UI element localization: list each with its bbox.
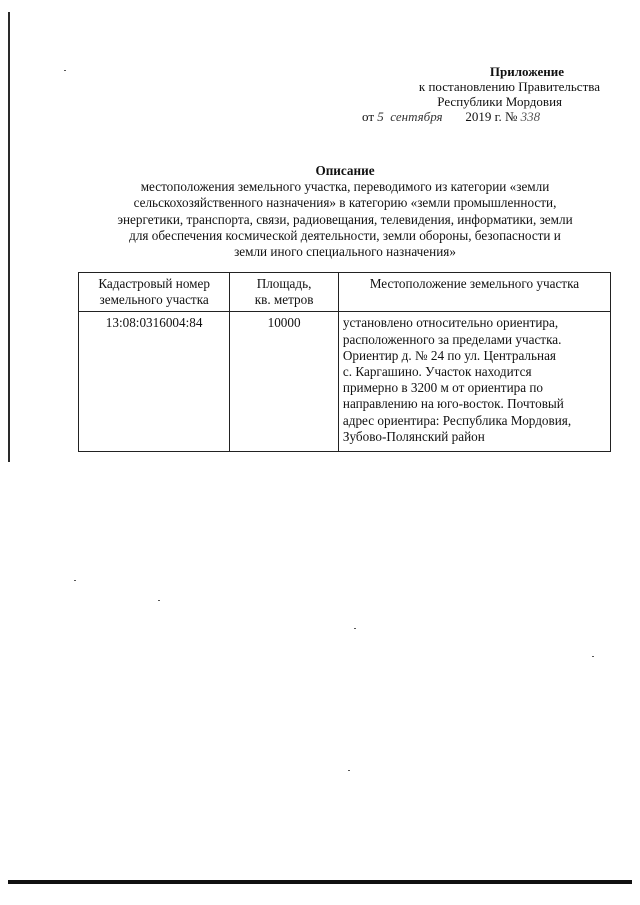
description-line: земли иного специального назначения» xyxy=(234,244,456,260)
scan-speck xyxy=(354,628,356,629)
header-cadastral-line: Кадастровый номер xyxy=(98,276,210,291)
description-heading: Описание xyxy=(315,163,375,178)
appendix-header xyxy=(340,64,600,124)
date-number: 338 xyxy=(520,109,541,124)
location-line: Зубово-Полянский район xyxy=(342,428,485,444)
land-plot-table xyxy=(78,272,611,452)
scan-speck xyxy=(64,70,66,71)
description-block xyxy=(78,163,612,260)
scan-left-edge xyxy=(8,12,10,462)
location-line: с. Каргашино. Участок находится xyxy=(342,364,532,380)
scan-speck xyxy=(74,580,76,581)
location-line: расположенного за пределами участка. xyxy=(342,331,562,347)
scan-speck xyxy=(158,600,160,601)
header-area-line: кв. метров xyxy=(254,292,314,308)
description-line: местоположения земельного участка, переводимого из категории «земли xyxy=(140,179,550,195)
table-header-row xyxy=(79,273,611,312)
date-day: 5 xyxy=(377,109,384,124)
cell-cadastral-number: 13:08:0316004:84 xyxy=(79,312,230,452)
header-date-line xyxy=(340,109,600,124)
scan-speck xyxy=(592,656,594,657)
header-area-line: Площадь, xyxy=(256,276,312,291)
table-row xyxy=(79,312,611,452)
location-line: установлено относительно ориентира, xyxy=(342,315,559,331)
location-line: направлению на юго-восток. Почтовый xyxy=(342,396,564,412)
header-location xyxy=(338,273,610,312)
appendix-title: Приложение xyxy=(489,64,564,79)
header-cadastral-line: земельного участка xyxy=(99,292,209,308)
header-area xyxy=(230,273,339,312)
scan-bottom-edge xyxy=(8,880,632,884)
location-line: Ориентир д. № 24 по ул. Центральная xyxy=(342,347,556,363)
date-month: сентября xyxy=(390,109,443,124)
header-location-text: Местоположение земельного участка xyxy=(369,276,580,291)
location-line: примерно в 3200 м от ориентира по xyxy=(342,380,544,396)
description-line: энергетики, транспорта, связи, радиовещания, телевидения, информатики, земли xyxy=(117,211,573,227)
header-line-resolution: к постановлению Правительства xyxy=(418,79,600,94)
date-year: 2019 г. № xyxy=(465,109,518,124)
location-line: адрес ориентира: Республика Мордовия, xyxy=(342,412,572,428)
description-line: сельскохозяйственного назначения» в категорию «земли промышленности, xyxy=(133,195,557,211)
header-cadastral-number xyxy=(79,273,230,312)
date-prefix: от xyxy=(362,109,378,124)
cell-location xyxy=(338,312,610,452)
description-line: для обеспечения космической деятельности, земли обороны, безопасности и xyxy=(129,227,561,243)
header-line-republic: Республики Мордовия xyxy=(437,94,562,109)
cell-area: 10000 xyxy=(230,312,339,452)
scan-speck xyxy=(348,770,350,771)
